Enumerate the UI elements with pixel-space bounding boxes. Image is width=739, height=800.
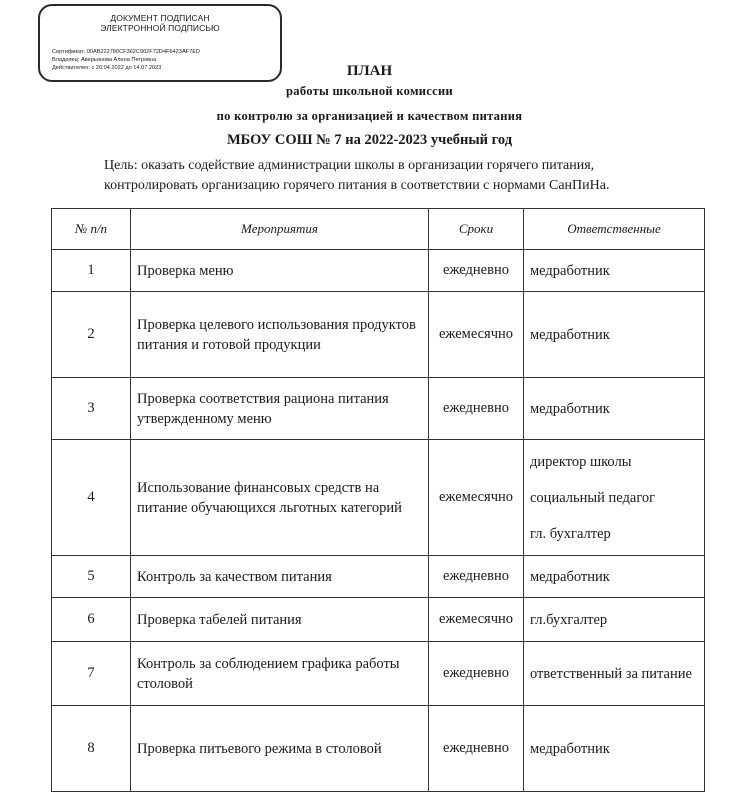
row-responsible xyxy=(524,292,705,378)
row-activity: Использование финансовых средств на питание обучающихся льготных категорий xyxy=(131,440,429,556)
goal-line-2: контролировать организацию горячего питания в соответствии с нормами СанПиНа. xyxy=(104,178,610,193)
stamp-title-line1: ДОКУМЕНТ ПОДПИСАН xyxy=(110,13,210,23)
document-title: ПЛАН xyxy=(346,63,393,79)
responsible-person: медработник xyxy=(530,568,610,585)
responsible-person: медработник xyxy=(530,400,610,417)
table-row xyxy=(52,642,705,706)
table-row xyxy=(52,378,705,440)
table-body xyxy=(52,250,705,792)
row-term: ежемесячно xyxy=(429,440,524,556)
table-row xyxy=(52,598,705,642)
stamp-title-line2: ЭЛЕКТРОННОЙ ПОДПИСЬЮ xyxy=(100,23,220,33)
goal-text xyxy=(104,156,609,196)
row-activity: Проверка питьевого режима в столовой xyxy=(131,706,429,792)
row-number: 7 xyxy=(52,642,131,706)
document-subtitle-1: работы школьной комиссии xyxy=(286,84,453,98)
stamp-valid: Действителен: с 20.04.2022 до 14.07.2023 xyxy=(52,65,162,71)
responsible-person: медработник xyxy=(530,262,610,279)
row-responsible xyxy=(524,250,705,292)
table-header-row xyxy=(52,209,705,250)
responsible-person: медработник xyxy=(530,740,610,757)
row-term: ежемесячно xyxy=(429,598,524,642)
row-number: 5 xyxy=(52,556,131,598)
row-activity: Контроль за соблюдением графика работы столовой xyxy=(131,642,429,706)
row-responsible xyxy=(524,378,705,440)
row-activity: Проверка табелей питания xyxy=(131,598,429,642)
row-term: ежедневно xyxy=(429,556,524,598)
row-term: ежедневно xyxy=(429,642,524,706)
row-term: ежедневно xyxy=(429,706,524,792)
row-activity: Контроль за качеством питания xyxy=(131,556,429,598)
column-header-terms: Сроки xyxy=(429,209,524,250)
stamp-owner: Владелец: Аверьянова Алена Петровна xyxy=(52,57,157,63)
row-responsible xyxy=(524,706,705,792)
row-responsible xyxy=(524,556,705,598)
responsible-person: социальный педагог xyxy=(530,489,656,506)
row-term: ежемесячно xyxy=(429,292,524,378)
row-responsible xyxy=(524,440,705,556)
goal-line-1: Цель: оказать содействие администрации школы в организации горячего питания, xyxy=(104,158,595,173)
stamp-certificate: Сертификат: 00AB222780CF362C902F72D4F6423AF7ED xyxy=(52,49,200,55)
row-activity: Проверка целевого использования продуктов питания и готовой продукции xyxy=(131,292,429,378)
row-number: 3 xyxy=(52,378,131,440)
row-activity: Проверка соответствия рациона питания утвержденному меню xyxy=(131,378,429,440)
responsible-person: директор школы xyxy=(530,453,632,470)
column-header-activities: Мероприятия xyxy=(131,209,429,250)
responsible-person: гл.бухгалтер xyxy=(530,611,608,628)
row-number: 8 xyxy=(52,706,131,792)
responsible-person: медработник xyxy=(530,326,610,343)
stamp-title xyxy=(40,13,280,33)
table-row xyxy=(52,292,705,378)
column-header-number: № п/п xyxy=(52,209,131,250)
row-term: ежедневно xyxy=(429,250,524,292)
table-row xyxy=(52,556,705,598)
table-row xyxy=(52,250,705,292)
row-responsible xyxy=(524,642,705,706)
column-header-responsible: Ответственные xyxy=(524,209,705,250)
table-row xyxy=(52,440,705,556)
row-number: 4 xyxy=(52,440,131,556)
plan-table xyxy=(51,208,705,792)
row-number: 6 xyxy=(52,598,131,642)
row-number: 1 xyxy=(52,250,131,292)
row-activity: Проверка меню xyxy=(131,250,429,292)
document-subtitle-3: МБОУ СОШ № 7 на 2022-2023 учебный год xyxy=(226,132,513,148)
row-responsible xyxy=(524,598,705,642)
table-row xyxy=(52,706,705,792)
responsible-person: гл. бухгалтер xyxy=(530,525,611,542)
document-subtitle-2: по контролю за организацией и качеством питания xyxy=(216,109,523,123)
row-number: 2 xyxy=(52,292,131,378)
row-term: ежедневно xyxy=(429,378,524,440)
responsible-person: ответственный за питание xyxy=(530,665,692,682)
